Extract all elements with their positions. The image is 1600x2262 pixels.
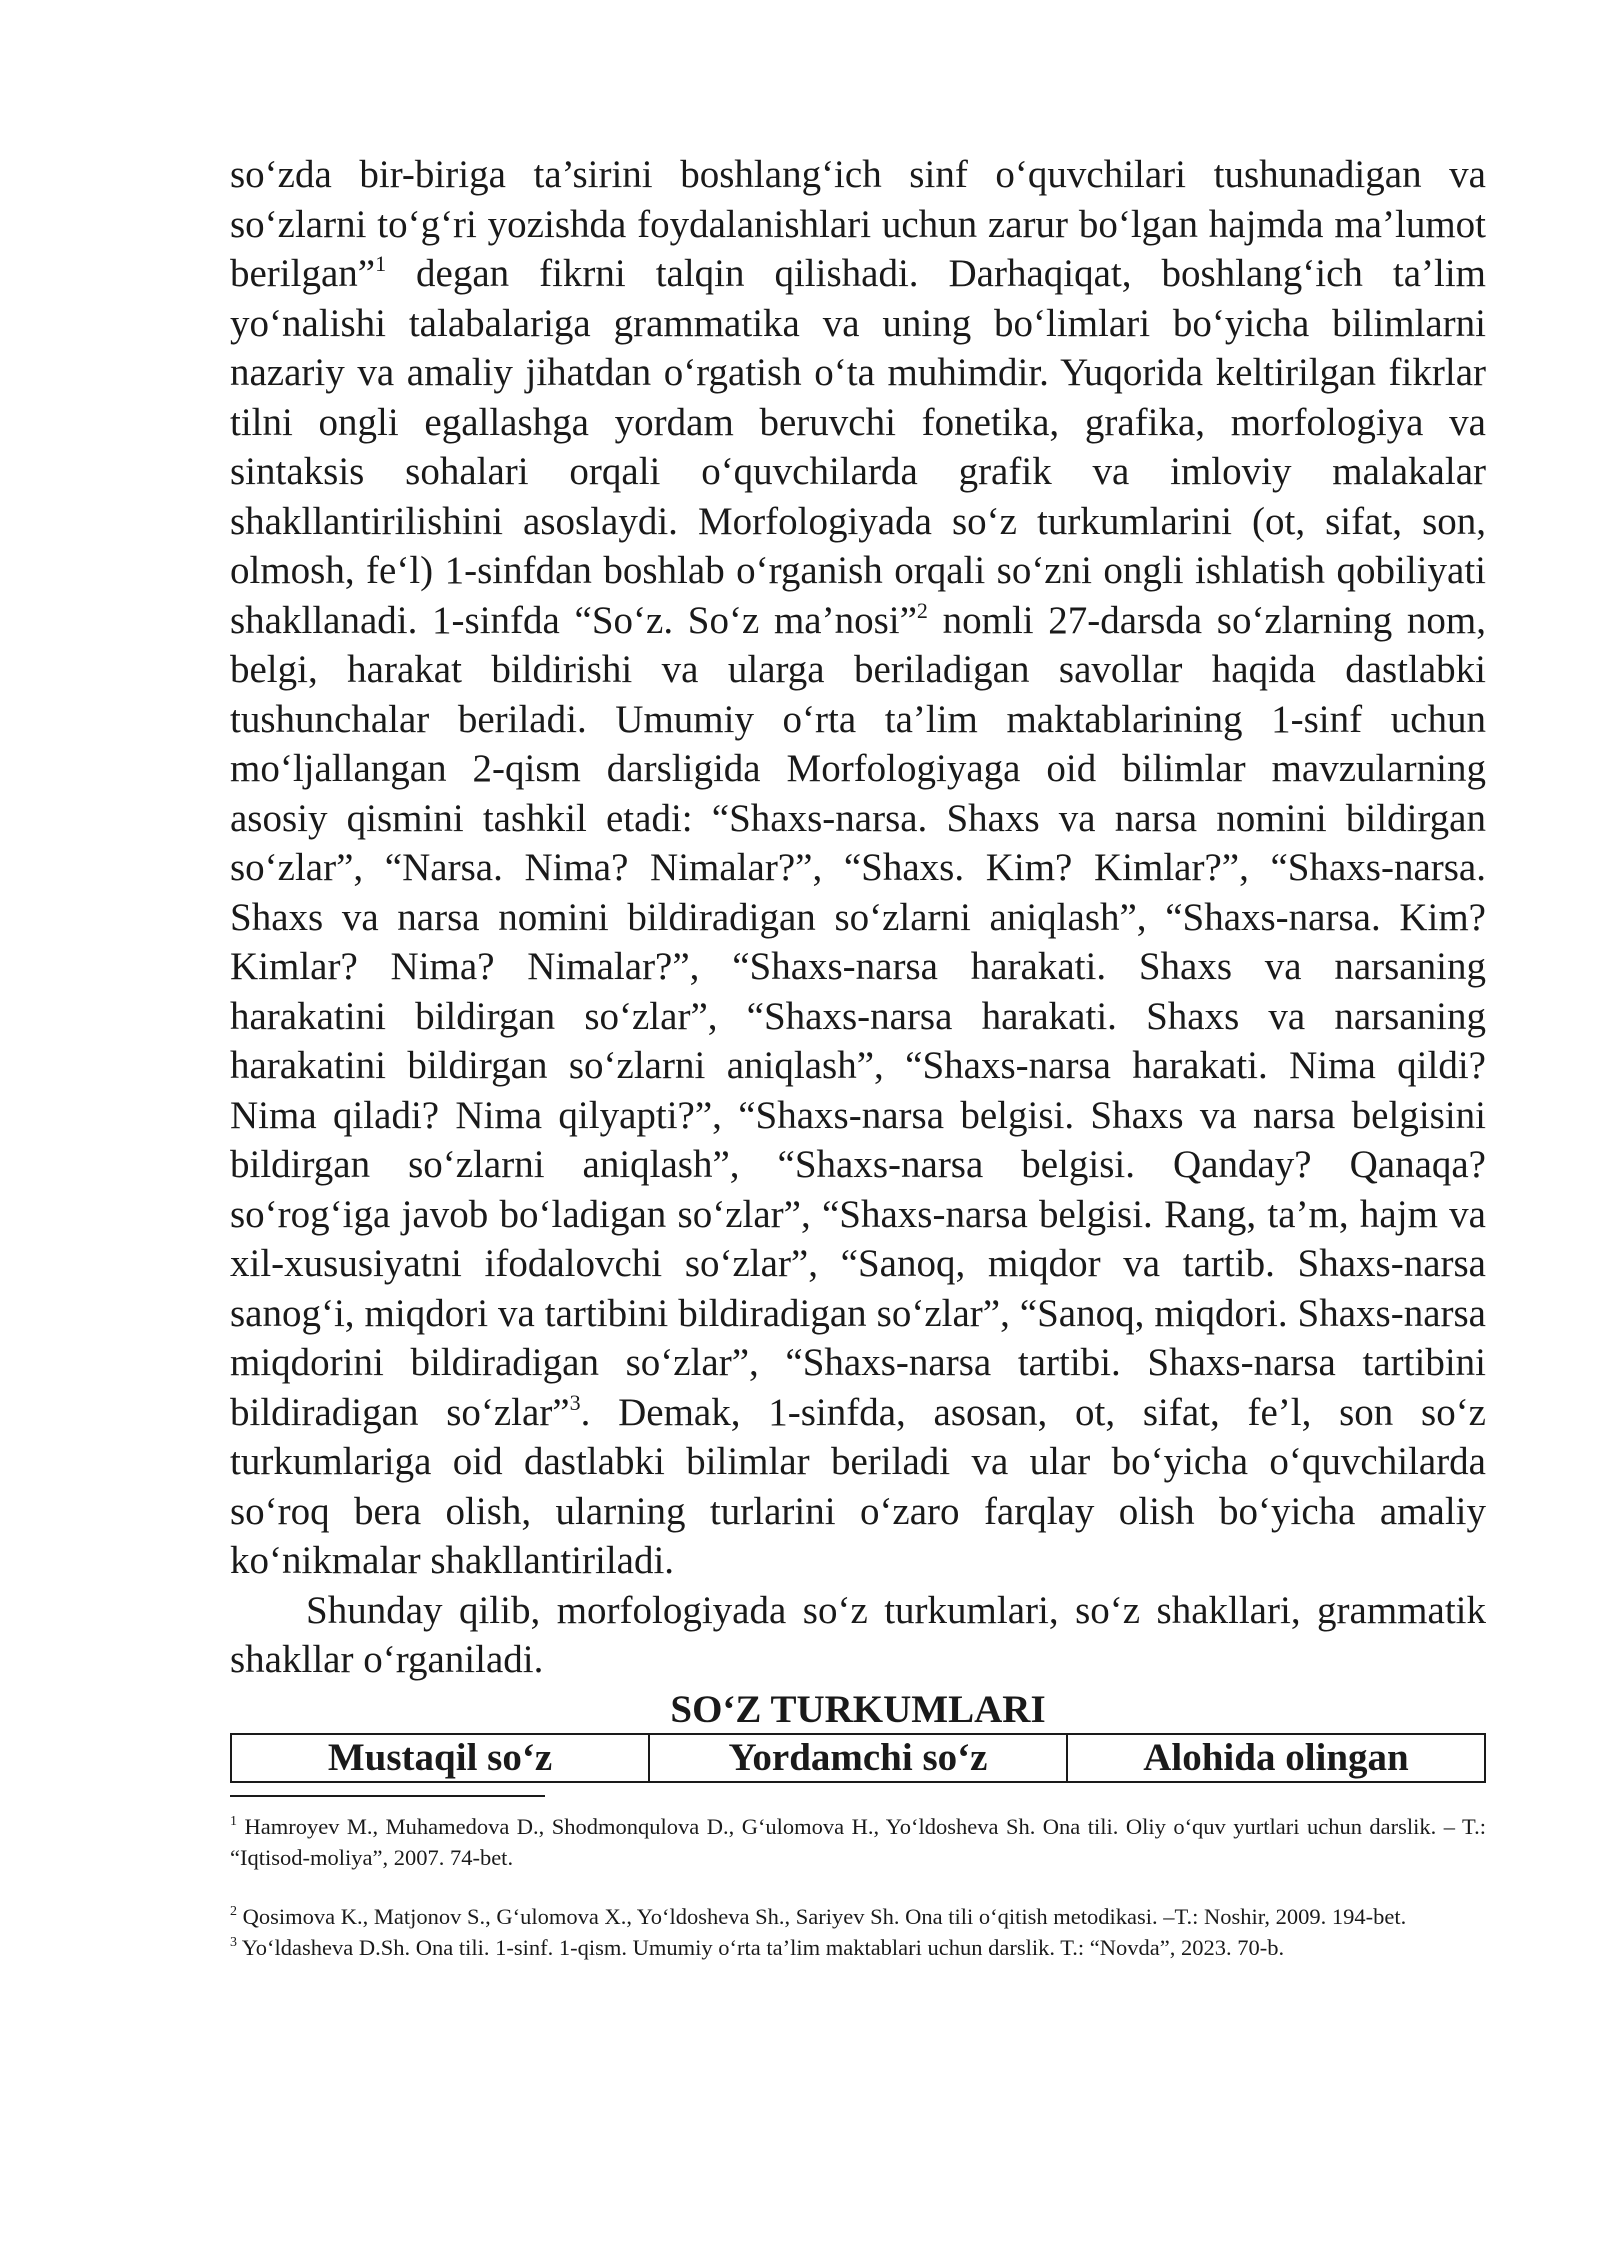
table-header-cell: Mustaqil so‘z — [231, 1734, 649, 1782]
text-segment: degan fikrni talqin qilishadi. Darhaqiqat, boshlang‘ich ta’lim yo‘nalishi talabalariga grammatika va uning bo‘limlari bo‘yicha bilimlarni nazariy va amaliy jihatdan o‘rgatish o‘ta muhimdir. Yuqorida keltirilgan fikrlar tilni ongli egallashga yordam beruvchi fonetika, grafika, morfologiya va sintaksis sohalari orqali o‘quvchilarda grafik va imloviy malakalar shakllantirilishini asoslaydi. Morfologiyada so‘z turkumlarini (ot, sifat, son, olmosh, fe‘l) 1-sinfdan boshlab o‘rganish orqali so‘zni ongli ishlatish qobiliyati shakllanadi. 1-sinfda “So‘z. So‘z ma’nosi” — [230, 252, 1486, 642]
body-text — [230, 150, 1486, 1685]
footnote-text: Qosimova K., Matjonov S., G‘ulomova X., Yo‘ldosheva Sh., Sariyev Sh. Ona tili o‘qitish metodikasi. –T.: Noshir, 2009. 194-bet. — [237, 1903, 1407, 1929]
paragraph-conclusion: Shunday qilib, morfologiyada so‘z turkumlari, so‘z shakllari, grammatik shakllar o‘rganiladi. — [230, 1588, 1486, 1681]
footnotes — [230, 1811, 1486, 1963]
table-header-cell: Alohida olingan — [1067, 1734, 1485, 1782]
text-segment: . Demak, 1-sinfda, asosan, ot, sifat, fe’l, son so‘z turkumlariga oid dastlabki bilimlar beriladi va ular bo‘yicha o‘quvchilarda so‘roq bera olish, ularning turlarini o‘zaro farqlay olish bo‘yicha amaliy ko‘nikmalar shakllantiriladi. — [230, 1390, 1486, 1582]
table-title: SO‘Z TURKUMLARI — [670, 1687, 1046, 1731]
table-header-row — [231, 1734, 1485, 1782]
footnote-ref: 1 — [375, 251, 387, 276]
footnote-separator — [230, 1795, 545, 1797]
footnote — [230, 1811, 1486, 1873]
paragraph-main — [230, 150, 1486, 1586]
footnote-ref: 2 — [916, 597, 928, 623]
footnote — [230, 1932, 1486, 1963]
text-segment: nomli 27-darsda so‘zlarning nom, belgi, harakat bildirishi va ularga beriladigan savollar haqida dastlabki tushunchalar beriladi. Umumiy o‘rta ta’lim maktablarining 1-sinf uchun mo‘ljallangan 2-qism darsligida Morfologiyaga oid bilimlar mavzularning asosiy qismini tashkil etadi: “Shaxs-narsa. Shaxs va narsa nomini bildirgan so‘zlar”, “Narsa. Nima? Nimalar?”, “Shaxs. Kim? Kimlar?”, “Shaxs-narsa. Shaxs va narsa nomini bildiradigan so‘zlarni aniqlash”, “Shaxs-narsa. Kim? Kimlar? Nima? Nimalar?”, “Shaxs-narsa harakati. Shaxs va narsaning harakatini bildirgan so‘zlar”, “Shaxs-narsa harakati. Shaxs va narsaning harakatini bildirgan so‘zlarni aniqlash”, “Shaxs-narsa harakati. Nima qildi? Nima qiladi? Nima qilyapti?”, “Shaxs-narsa belgisi. Shaxs va narsa belgisini bildirgan so‘zlarni aniqlash”, “Shaxs-narsa belgisi. Qanday? Qanaqa? so‘rog‘iga javob bo‘ladigan so‘zlar”, “Shaxs-narsa belgisi. Rang, ta’m, hajm va xil-xususiyatni ifodalovchi so‘zlar”, “Sanoq, miqdor va tartib. Shaxs-narsa sanog‘i, miqdori va tartibini bildiradigan so‘zlar”, “Sanoq, miqdori. Shaxs-narsa miqdorini bildiradigan so‘zlar”, “Shaxs-narsa tartibi. Shaxs-narsa tartibini bildiradigan so‘zlar” — [230, 598, 1486, 1434]
text-segment: so‘zda bir-biriga ta’sirini boshlang‘ich sinf o‘quvchilari tushunadigan va so‘zlarni to‘g‘ri yozishda foydalanishlari uchun zarur bo‘lgan hajmda ma’lumot berilgan” — [230, 153, 1486, 295]
footnote-ref: 3 — [569, 1389, 581, 1415]
document-page — [230, 150, 1486, 1963]
table-header-cell: Yordamchi so‘z — [649, 1734, 1067, 1782]
footnote-number: 2 — [230, 1903, 237, 1919]
footnote-number: 1 — [230, 1813, 237, 1829]
footnote-number: 3 — [230, 1934, 237, 1950]
word-classes-table — [230, 1733, 1486, 1783]
footnote-text: Hamroyev M., Muhamedova D., Shodmonqulova D., G‘ulomova H., Yo‘ldosheva Sh. Ona tili. Oliy o‘quv yurtlari uchun darslik. – T.: “Iqtisod-moliya”, 2007. 74-bet. — [230, 1813, 1486, 1870]
footnote-text: Yo‘ldasheva D.Sh. Ona tili. 1-sinf. 1-qism. Umumiy o‘rta ta’lim maktablari uchun darslik. T.: “Novda”, 2023. 70-b. — [237, 1934, 1285, 1960]
footnote — [230, 1901, 1486, 1932]
